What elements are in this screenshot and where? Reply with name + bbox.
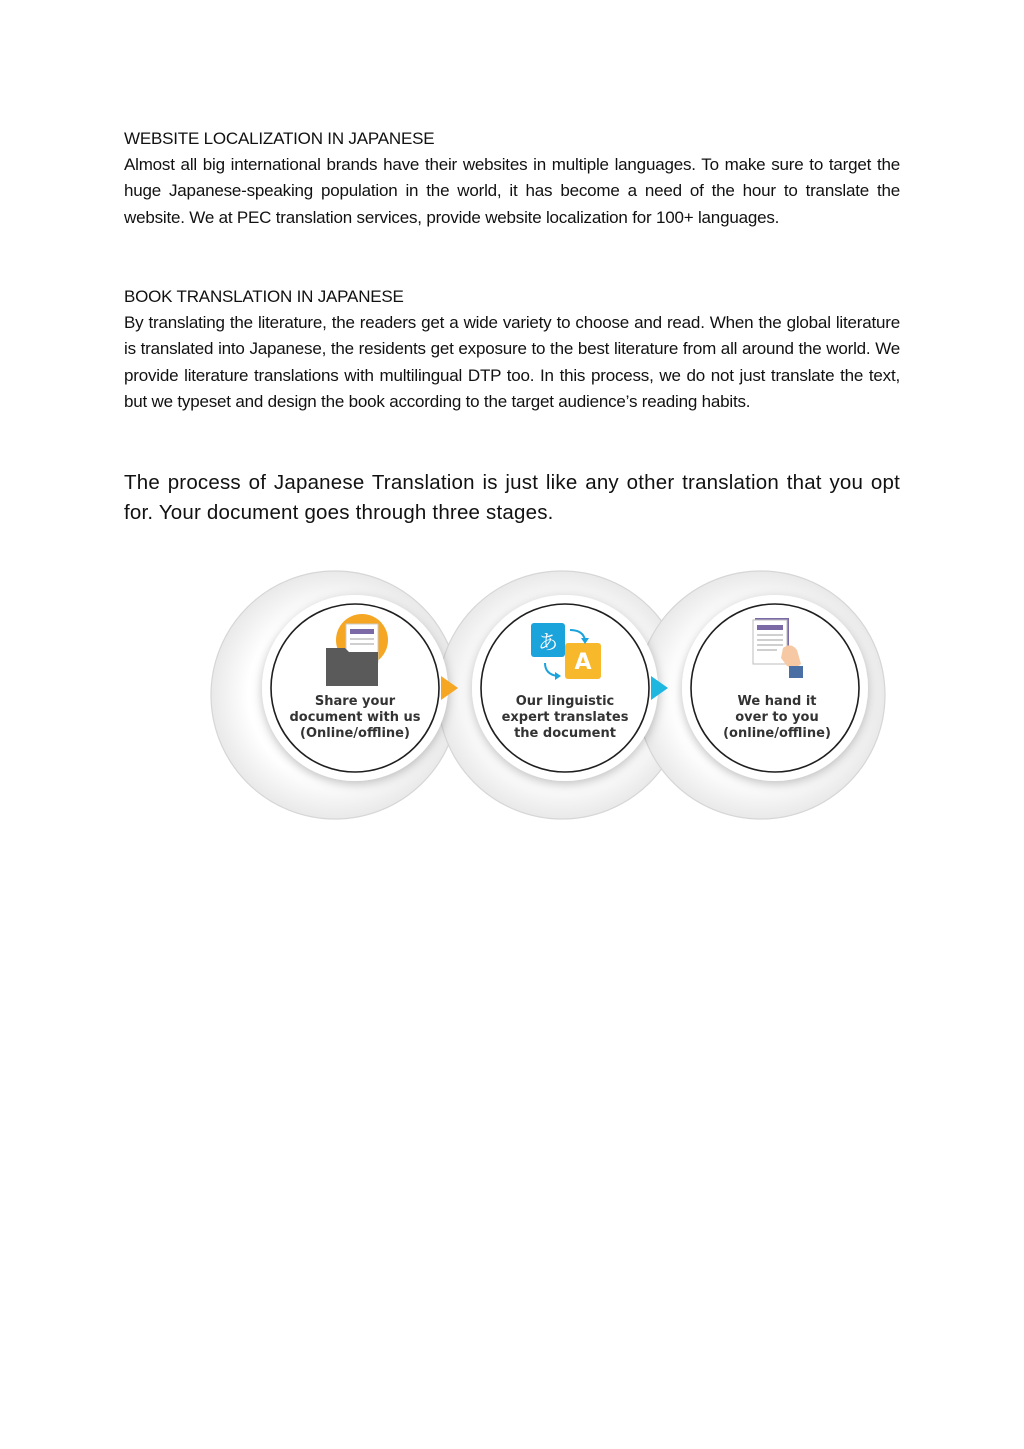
section-book-translation: [124, 284, 900, 415]
step-1-line-2: document with us: [289, 710, 421, 725]
source-glyph: あ: [538, 630, 558, 654]
section-body: Almost all big international brands have their websites in multiple languages. To make sure to target the huge Japanese-speaking population in the world, it has become a need of the hour to translate the website. We at PEC translation services, provide website localization for 100+ languages.: [124, 155, 900, 227]
step-2-line-2: expert translates: [501, 710, 629, 725]
process-intro: The process of Japanese Translation is just like any other translation that you opt for. Your document goes through three stages.: [124, 471, 900, 524]
section-website-localization: [124, 126, 900, 231]
step-3-line-3: (online/offline): [723, 726, 831, 741]
section-heading: WEBSITE LOCALIZATION IN JAPANESE: [124, 129, 435, 148]
process-intro-block: [124, 468, 900, 528]
step-2-line-3: the document: [514, 726, 616, 741]
section-heading: BOOK TRANSLATION IN JAPANESE: [124, 287, 404, 306]
step-3-line-2: over to you: [735, 710, 819, 725]
process-diagram: [205, 568, 895, 824]
step-3-line-1: We hand it: [737, 694, 817, 709]
section-body: By translating the literature, the readers get a wide variety to choose and read. When the global literature is translated into Japanese, the residents get exposure to the best literature from all around the world. We provide literature translations with multilingual DTP too. In this process, we do not just translate the text, but we typeset and design the book according to the target audience’s reading habits.: [124, 313, 900, 411]
target-glyph: A: [574, 650, 592, 675]
step-1-line-1: Share your: [314, 694, 396, 709]
step-2-line-1: Our linguistic: [515, 694, 615, 709]
step-1-line-3: (Online/offline): [300, 726, 410, 741]
